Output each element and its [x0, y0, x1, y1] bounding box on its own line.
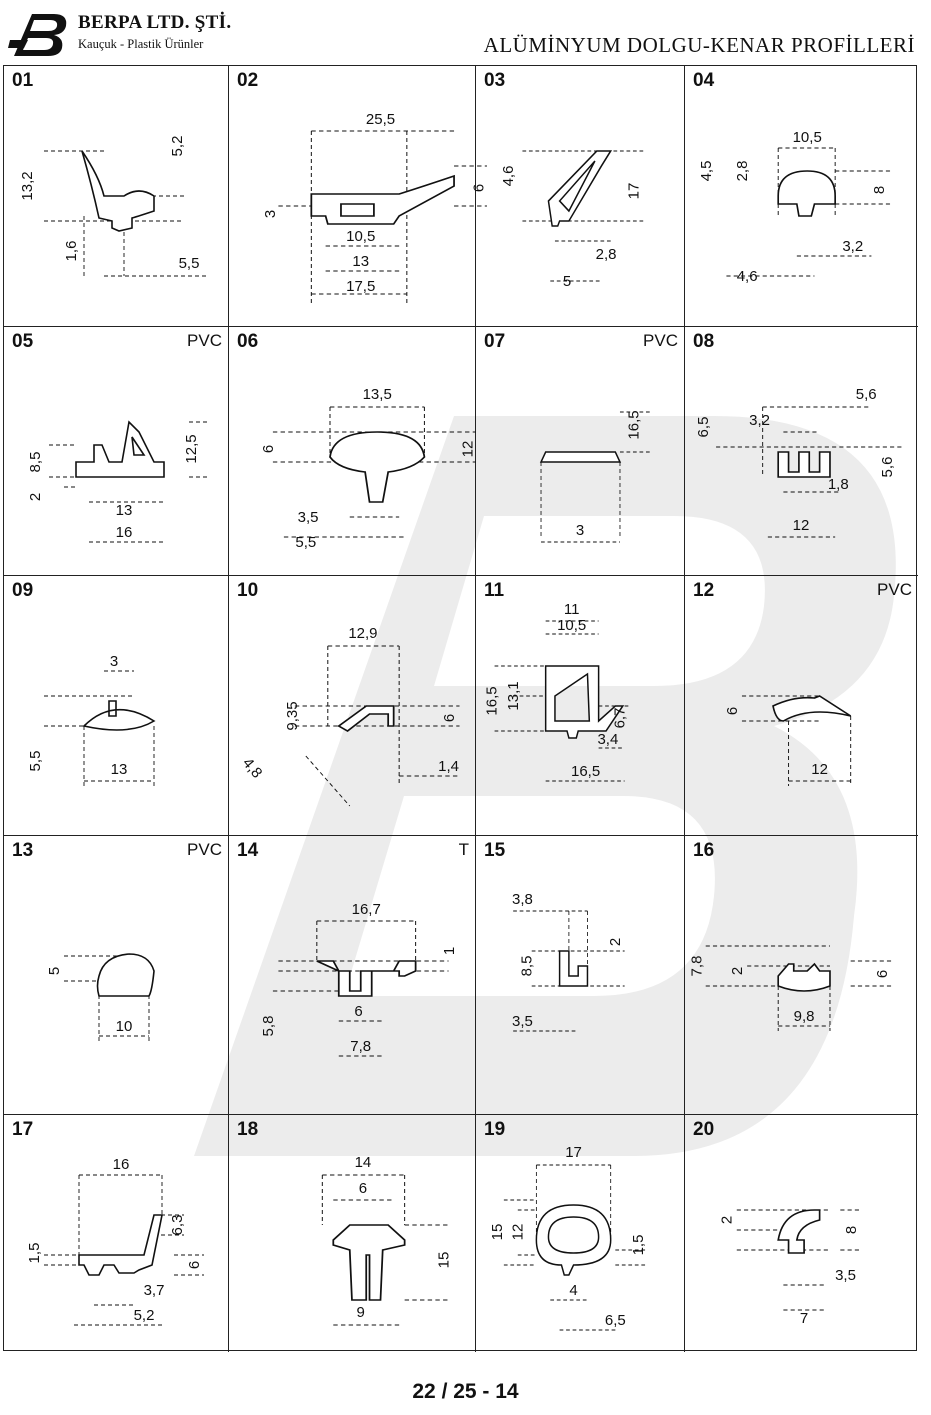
profile-drawing [4, 66, 229, 327]
dimension-label: 17,5 [346, 278, 376, 295]
dimension-label: 14 [354, 1154, 372, 1171]
dimension-label: 3 [262, 209, 280, 219]
dimension-label: 1,5 [630, 1234, 648, 1256]
dimension-label: 9,35 [284, 701, 302, 731]
material-tag: T [458, 840, 469, 859]
dimension-label: 8 [842, 1225, 860, 1235]
profile-number: 04 [693, 70, 715, 91]
profile-outline [339, 706, 394, 731]
dimension-label: 10,5 [557, 617, 587, 634]
profile-number: 19 [484, 1119, 506, 1140]
dimension-label: 6 [873, 969, 891, 979]
dimension-label: 3,5 [297, 509, 319, 526]
dimension-label: 6 [470, 183, 488, 193]
profile-cell [685, 327, 918, 576]
profile-number: 09 [12, 580, 34, 601]
profile-drawing [476, 1115, 685, 1352]
profile-number: 11 [484, 580, 505, 601]
profile-number: 08 [693, 331, 715, 352]
dimension-label: 6,7 [611, 707, 629, 729]
profile-cell [4, 1115, 229, 1352]
profile-outline [778, 171, 835, 216]
dimension-label: 1,8 [827, 476, 849, 493]
profile-grid [3, 65, 917, 1351]
profile-cell [229, 66, 488, 327]
profile-outline [311, 176, 454, 224]
profile-outline [778, 452, 830, 477]
dimension-label: 16,5 [571, 763, 601, 780]
material-tag: PVC [643, 331, 678, 350]
profile-outline [76, 422, 164, 477]
dimension-label: 10,5 [346, 228, 376, 245]
dimension-label: 5,5 [27, 750, 44, 772]
dimension-label: 1,5 [26, 1242, 43, 1264]
profile-cell [685, 66, 918, 327]
profile-outline [317, 961, 416, 996]
dimension-label: 16 [112, 1156, 130, 1173]
dimension-label: 4,6 [736, 268, 758, 285]
dimension-label: 12 [509, 1223, 527, 1241]
dimension-label: 3,4 [597, 731, 619, 748]
profile-drawing [229, 836, 476, 1115]
dimension-label: 1,6 [63, 240, 80, 262]
dimension-label: 10,5 [792, 129, 822, 146]
dimension-label: 4,6 [500, 165, 518, 187]
dimension-label: 3,8 [512, 891, 533, 908]
dimension-label: 9 [356, 1304, 365, 1321]
profile-number: 01 [12, 70, 34, 91]
dimension-label: 15 [489, 1223, 507, 1241]
profile-outline [548, 151, 610, 226]
profile-drawing [229, 576, 476, 836]
profile-outline [98, 954, 155, 996]
profile-number: 10 [237, 580, 259, 601]
profile-cell [4, 576, 229, 836]
material-tag: PVC [877, 580, 912, 599]
profile-number: 14 [237, 840, 259, 861]
dimension-label: 2 [27, 492, 44, 502]
dimension-label: 6 [186, 1260, 203, 1270]
profile-outline [560, 951, 588, 986]
profile-cell [476, 327, 685, 576]
profile-number: 17 [12, 1119, 34, 1140]
dimension-label: 12,9 [348, 625, 378, 642]
dimension-label: 8,5 [518, 955, 536, 977]
dimension-label: 4 [569, 1282, 578, 1299]
dimension-label: 9,8 [793, 1008, 815, 1025]
dimension-label: 4,5 [697, 160, 715, 182]
profile-number: 05 [12, 331, 34, 352]
page-title: ALÜMİNYUM DOLGU-KENAR PROFİLLERİ [483, 33, 915, 57]
profile-cell [476, 836, 685, 1115]
profile-cell [229, 327, 476, 576]
company-name: BERPA LTD. ŞTİ. [78, 12, 232, 33]
profile-cell [476, 576, 685, 836]
profile-number: 12 [693, 580, 715, 601]
profile-drawing [476, 836, 685, 1115]
dimension-label: 6 [354, 1003, 363, 1020]
dimension-label: 16,5 [483, 686, 501, 716]
profile-outline [330, 432, 424, 502]
profile-outline [541, 452, 620, 462]
profile-cell [685, 1115, 918, 1352]
dimension-label: 3,5 [512, 1013, 533, 1030]
profile-drawing [229, 66, 488, 327]
dimension-label: 6,5 [694, 416, 712, 438]
dimension-label: 17 [565, 1144, 582, 1161]
dimension-label: 5 [46, 966, 63, 976]
dimension-label: 2,8 [734, 160, 752, 182]
profile-drawing [685, 66, 918, 327]
dimension-label: 7,8 [688, 955, 706, 977]
dimension-label: 2 [718, 1215, 736, 1225]
page-header [0, 0, 931, 66]
profile-outline [333, 1225, 404, 1300]
dimension-line [306, 756, 350, 806]
profile-cell [685, 836, 918, 1115]
profile-number: 20 [693, 1119, 715, 1140]
profile-number: 18 [237, 1119, 259, 1140]
profile-cell [4, 836, 229, 1115]
profile-cell [476, 66, 685, 327]
dimension-label: 6 [441, 713, 459, 723]
dimension-label: 13,5 [362, 386, 392, 403]
dimension-label: 11 [563, 601, 580, 618]
profile-cell [229, 576, 476, 836]
profile-drawing [685, 327, 918, 576]
profile-drawing [229, 327, 476, 576]
profile-outline [778, 1210, 819, 1253]
dimension-label: 3 [575, 522, 585, 539]
profile-outline [778, 964, 830, 991]
dimension-label: 3,2 [842, 238, 864, 255]
dimension-label: 3,5 [835, 1267, 856, 1284]
dimension-label: 1,4 [438, 758, 459, 775]
material-tag: PVC [187, 840, 222, 859]
profile-cell [4, 327, 229, 576]
profile-drawing [4, 576, 229, 836]
dimension-label: 3 [109, 653, 119, 670]
dimension-label: 16,7 [351, 901, 381, 918]
dimension-label: 3,2 [749, 412, 770, 429]
profile-outline [773, 696, 851, 721]
dimension-label: 12 [811, 761, 828, 778]
company-logo [8, 10, 72, 58]
dimension-label: 12,5 [183, 434, 200, 464]
dimension-label: 5,5 [178, 255, 200, 272]
dimension-label: 6 [358, 1180, 368, 1197]
dimension-label: 16,5 [625, 410, 643, 440]
dimension-label: 6 [259, 444, 277, 454]
dimension-label: 17 [625, 182, 643, 200]
profile-drawing [476, 66, 685, 327]
dimension-label: 7 [799, 1310, 809, 1327]
company-tagline: Kauçuk - Plastik Ürünler [78, 37, 204, 51]
page-number: 22 / 25 - 14 [412, 1380, 519, 1403]
dimension-label: 10 [115, 1018, 133, 1035]
profile-number: 07 [484, 331, 506, 352]
profile-outline [84, 701, 154, 730]
dimension-label: 5,6 [879, 456, 897, 478]
dimension-label: 13,1 [504, 681, 522, 711]
profile-cell [229, 836, 476, 1115]
dimension-label: 5,6 [855, 386, 877, 403]
dimension-label: 8,5 [27, 451, 44, 473]
dimension-label: 12 [792, 517, 810, 534]
dimension-label: 13 [115, 502, 133, 519]
profile-drawing [685, 1115, 918, 1352]
dimension-label: 2 [606, 937, 624, 947]
dimension-label: 12 [459, 440, 477, 458]
dimension-label: 5,2 [169, 135, 186, 157]
profile-number: 02 [237, 70, 259, 91]
dimension-label: 5,8 [259, 1015, 277, 1037]
profile-outline [536, 1205, 610, 1275]
dimension-label: 1 [441, 946, 459, 956]
dimension-label: 16 [115, 524, 133, 541]
profile-cell [476, 1115, 685, 1352]
profile-drawing [4, 1115, 229, 1352]
profile-number: 13 [12, 840, 34, 861]
profile-drawing [476, 327, 685, 576]
profile-cell [685, 576, 918, 836]
profile-drawing [476, 576, 685, 836]
dimension-label: 7,8 [350, 1038, 372, 1055]
dimension-label: 13,2 [19, 171, 36, 201]
profile-number: 06 [237, 331, 259, 352]
dimension-label: 6 [723, 706, 741, 716]
dimension-label: 8 [870, 185, 888, 195]
profile-outline [82, 151, 154, 231]
profile-drawing [685, 836, 918, 1115]
profile-drawing [4, 836, 229, 1115]
profile-drawing [685, 576, 918, 836]
profile-drawing [4, 327, 229, 576]
profile-outline [79, 1215, 162, 1275]
dimension-label: 5,5 [295, 534, 317, 551]
dimension-label: 2 [728, 966, 746, 976]
dimension-label: 3,7 [143, 1282, 165, 1299]
dimension-label: 6,3 [169, 1214, 186, 1236]
profile-number: 16 [693, 840, 715, 861]
dimension-label: 2,8 [595, 246, 617, 263]
dimension-label: 15 [435, 1251, 453, 1269]
profile-cell [4, 66, 229, 327]
dimension-label: 25,5 [365, 111, 396, 128]
profile-number: 03 [484, 70, 506, 91]
dimension-label: 5 [562, 273, 572, 290]
profile-drawing [229, 1115, 476, 1352]
material-tag: PVC [187, 331, 222, 350]
profile-number: 15 [484, 840, 506, 861]
dimension-label: 13 [352, 253, 370, 270]
dimension-label: 5,2 [133, 1307, 155, 1324]
dimension-label: 6,5 [604, 1312, 626, 1329]
dimension-label: 4,8 [238, 754, 266, 782]
profile-cell [229, 1115, 476, 1352]
dimension-label: 13 [110, 761, 128, 778]
